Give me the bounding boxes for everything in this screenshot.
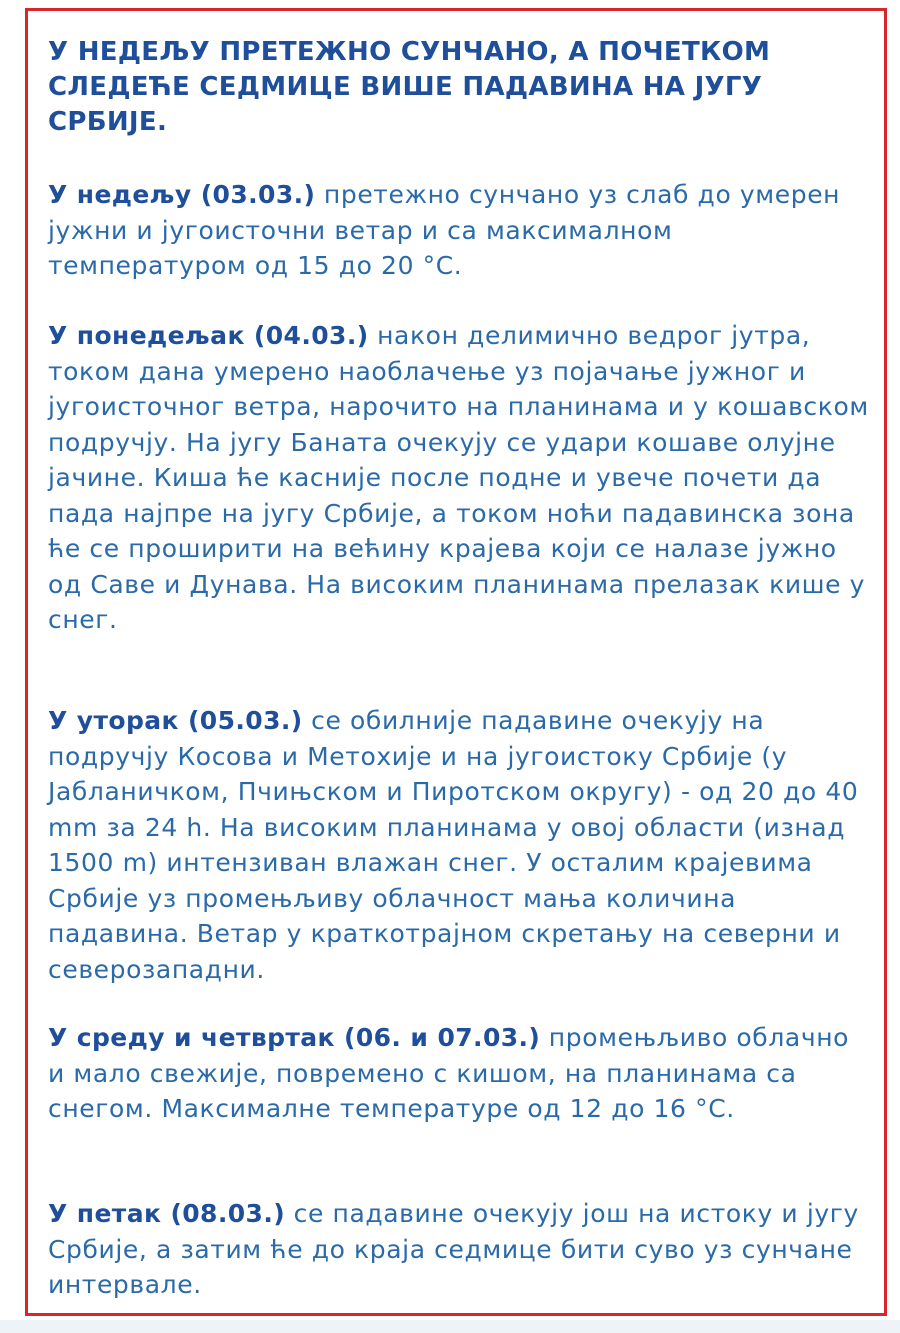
forecast-tuesday — [48, 703, 873, 987]
day-label: У петак (08.03.) — [48, 1199, 286, 1228]
page-bottom-strip — [0, 1320, 900, 1333]
day-text: се обилније падавине очекују на подручју Косова и Метохије и на југоистоку Србије (у Јабланичком, Пчињском и Пиротском округу) - од 20 до 40 mm за 24 h. На високим планинама у овој области (изнад 1500 m) интензиван влажан снег. У осталим крајевима Србије уз промењљиву облачност мања количина падавина. Ветар у краткотрајном скретању на северни и северозападни. — [48, 706, 859, 984]
day-text: претежно сунчано уз слаб до умерен јужни и југоисточни ветар и са максималном температуром од 15 до 20 °C. — [48, 180, 841, 280]
forecast-box — [25, 8, 887, 1316]
forecast-sunday — [48, 177, 873, 284]
forecast-wednesday-thursday — [48, 1020, 873, 1127]
forecast-headline: У НЕДЕЉУ ПРЕТЕЖНО СУНЧАНО, А ПОЧЕТКОМ СЛЕДЕЋЕ СЕДМИЦЕ ВИШЕ ПАДАВИНА НА ЈУГУ СРБИЈЕ. — [48, 37, 771, 137]
day-label: У понедељак (04.03.) — [48, 321, 369, 350]
forecast-friday — [48, 1196, 873, 1303]
day-label: У уторак (05.03.) — [48, 706, 303, 735]
day-text: промењљиво облачно и мало свежије, повремено с кишом, на планинама са снегом. Максималне температуре од 12 до 16 °C. — [48, 1023, 850, 1123]
day-label: У недељу (03.03.) — [48, 180, 316, 209]
day-text: након делимично ведрог јутра, током дана умерено наоблачење уз појачање јужног и југоисточног ветра, нарочито на планинама и у кошавском подручју. На југу Баната очекују се удари кошаве олујне јачине. Киша ће касније после подне и увече почети да пада најпре на југу Србије, а током ноћи падавинска зона ће се проширити на већину крајева који се налазе јужно од Саве и Дунава. На високим планинама прелазак кише у снег. — [48, 321, 869, 634]
day-label: У среду и четвртак (06. и 07.03.) — [48, 1023, 541, 1052]
forecast-monday — [48, 318, 873, 638]
day-text: се падавине очекују још на истоку и југу Србије, а затим ће до краја седмице бити суво уз сунчане интервале. — [48, 1199, 859, 1299]
